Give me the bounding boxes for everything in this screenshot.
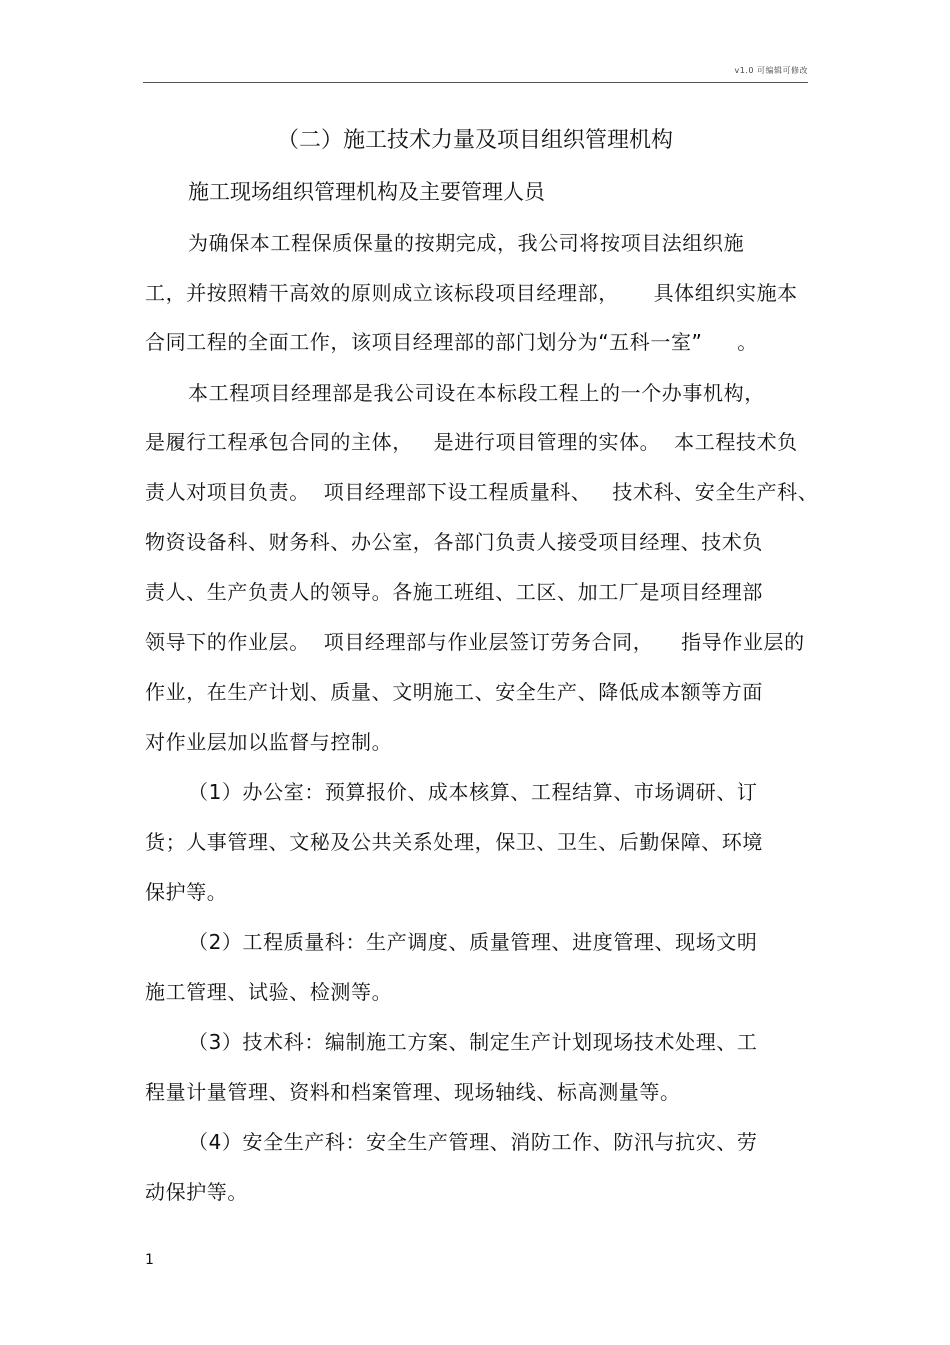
text-line: 动保护等。 [145,1180,248,1204]
text-line: 程量计量管理、资料和档案管理、现场轴线、标高测量等。 [145,1080,681,1104]
text-line: 本工程项目经理部是我公司设在本标段工程上的一个办事机构， [188,381,765,405]
text-line: 作业，在生产计划、质量、文明施工、安全生产、降低成本额等方面 [145,680,763,704]
text-line: （3）技术科：编制施工方案、制定生产计划现场技术处理、工 [188,1030,758,1054]
section-subtitle: 施工现场组织管理机构及主要管理人员 [188,180,545,204]
text-line: 对作业层加以监督与控制。 [145,730,393,754]
text-line: 保护等。 [145,880,228,904]
text-line: 物资设备科、财务科、办公室，各部门负责人接受项目经理、技术负 [145,530,763,554]
text-line: 施工管理、试验、检测等。 [145,980,393,1004]
text-line: （2）工程质量科：生产调度、质量管理、进度管理、现场文明 [188,930,758,954]
text-line: （1）办公室：预算报价、成本核算、工程结算、市场调研、订 [188,780,758,804]
text-line: 为确保本工程保质保量的按期完成，我公司将按项目法组织施 [188,231,745,255]
text-line: 工，并按照精干高效的原则成立该标段项目经理部， 具体组织实施本 [145,281,798,305]
page-number: 1 [145,1252,154,1268]
text-line: 是履行工程承包合同的主体， 是进行项目管理的实体。 本工程技术负 [145,430,798,454]
section-title: （二）施工技术力量及项目组织管理机构 [276,128,673,153]
header-version: v1.0 可编辑可修改 [734,66,808,75]
text-line: 合同工程的全面工作，该项目经理部的部门划分为“五科一室” 。 [145,330,758,354]
text-line: 责人对项目负责。 项目经理部下设工程质量科、 技术科、安全生产科、 [145,480,819,504]
text-line: 责人、生产负责人的领导。各施工班组、工区、加工厂是项目经理部 [145,580,763,604]
text-line: 领导下的作业层。 项目经理部与作业层签订劳务合同， 指导作业层的 [145,630,805,654]
page-header [143,60,808,83]
text-line: （4）安全生产科：安全生产管理、消防工作、防汛与抗灾、劳 [188,1130,758,1154]
text-line: 货；人事管理、文秘及公共关系处理，保卫、卫生、后勤保障、环境 [145,830,763,854]
